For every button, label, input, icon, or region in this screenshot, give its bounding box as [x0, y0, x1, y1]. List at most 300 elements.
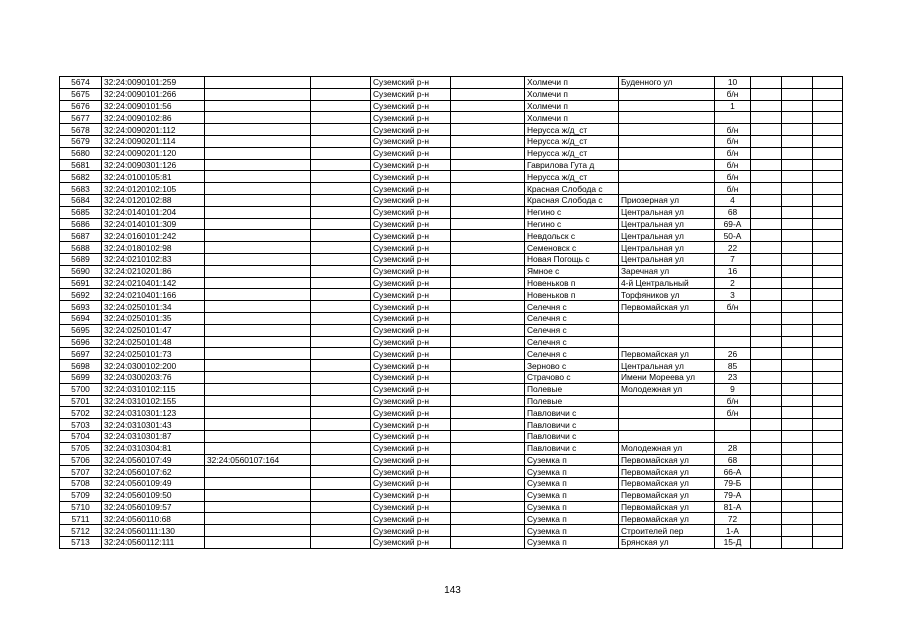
house-number-cell: б/н	[715, 88, 751, 100]
locality-cell: Холмечи п	[525, 77, 619, 89]
linked-cadastral-number-cell	[205, 100, 311, 112]
cadastral-number-cell: 32:24:0250101:34	[102, 301, 205, 313]
street-cell: Первомайская ул	[619, 489, 715, 501]
blank-col-4-cell	[311, 312, 371, 324]
locality-cell: Селечня с	[525, 348, 619, 360]
row-number-cell: 5700	[60, 383, 102, 395]
district-cell: Суземский р-н	[371, 324, 451, 336]
street-cell: Имени Мореева ул	[619, 371, 715, 383]
house-number-cell: 79-Б	[715, 478, 751, 490]
linked-cadastral-number-cell	[205, 194, 311, 206]
district-cell: Суземский р-н	[371, 371, 451, 383]
cadastral-number-cell: 32:24:0300203:76	[102, 371, 205, 383]
table-row	[60, 183, 843, 195]
blank-col-10-cell	[751, 466, 782, 478]
row-number-cell: 5683	[60, 183, 102, 195]
blank-col-4-cell	[311, 336, 371, 348]
cadastral-number-cell: 32:24:0210401:166	[102, 289, 205, 301]
linked-cadastral-number-cell	[205, 419, 311, 431]
table-row	[60, 525, 843, 537]
house-number-cell: б/н	[715, 159, 751, 171]
blank-col-11-cell	[782, 466, 813, 478]
street-cell	[619, 112, 715, 124]
cadastral-number-cell: 32:24:0560109:49	[102, 478, 205, 490]
blank-col-12-cell	[813, 489, 843, 501]
street-cell	[619, 171, 715, 183]
house-number-cell: 15-Д	[715, 537, 751, 549]
blank-col-12-cell	[813, 383, 843, 395]
locality-cell: Полевые	[525, 395, 619, 407]
blank-col-12-cell	[813, 442, 843, 454]
cadastral-number-cell: 32:24:0300102:200	[102, 360, 205, 372]
blank-col-12-cell	[813, 348, 843, 360]
blank-col-12-cell	[813, 312, 843, 324]
locality-cell: Гаврилова Гута д	[525, 159, 619, 171]
district-cell: Суземский р-н	[371, 218, 451, 230]
cadastral-number-cell: 32:24:0310102:155	[102, 395, 205, 407]
blank-col-12-cell	[813, 513, 843, 525]
street-cell	[619, 407, 715, 419]
district-cell: Суземский р-н	[371, 253, 451, 265]
table-row	[60, 501, 843, 513]
blank-col-10-cell	[751, 124, 782, 136]
district-cell: Суземский р-н	[371, 159, 451, 171]
street-cell	[619, 135, 715, 147]
linked-cadastral-number-cell	[205, 253, 311, 265]
blank-col-4-cell	[311, 77, 371, 89]
blank-col-4-cell	[311, 454, 371, 466]
house-number-cell	[715, 324, 751, 336]
district-cell: Суземский р-н	[371, 265, 451, 277]
blank-col-6-cell	[451, 324, 525, 336]
blank-col-11-cell	[782, 253, 813, 265]
blank-col-11-cell	[782, 489, 813, 501]
locality-cell: Суземка п	[525, 489, 619, 501]
blank-col-6-cell	[451, 336, 525, 348]
blank-col-4-cell	[311, 194, 371, 206]
blank-col-12-cell	[813, 478, 843, 490]
blank-col-11-cell	[782, 183, 813, 195]
street-cell	[619, 312, 715, 324]
house-number-cell: 68	[715, 206, 751, 218]
blank-col-11-cell	[782, 88, 813, 100]
blank-col-6-cell	[451, 466, 525, 478]
blank-col-6-cell	[451, 360, 525, 372]
house-number-cell: б/н	[715, 301, 751, 313]
district-cell: Суземский р-н	[371, 501, 451, 513]
district-cell: Суземский р-н	[371, 289, 451, 301]
blank-col-6-cell	[451, 277, 525, 289]
street-cell: Строителей пер	[619, 525, 715, 537]
street-cell	[619, 159, 715, 171]
blank-col-11-cell	[782, 112, 813, 124]
blank-col-4-cell	[311, 112, 371, 124]
blank-col-12-cell	[813, 360, 843, 372]
blank-col-10-cell	[751, 253, 782, 265]
row-number-cell: 5674	[60, 77, 102, 89]
blank-col-12-cell	[813, 454, 843, 466]
linked-cadastral-number-cell	[205, 371, 311, 383]
linked-cadastral-number-cell	[205, 525, 311, 537]
table-row	[60, 348, 843, 360]
table-row	[60, 159, 843, 171]
blank-col-6-cell	[451, 430, 525, 442]
row-number-cell: 5705	[60, 442, 102, 454]
district-cell: Суземский р-н	[371, 430, 451, 442]
row-number-cell: 5699	[60, 371, 102, 383]
blank-col-10-cell	[751, 525, 782, 537]
blank-col-6-cell	[451, 265, 525, 277]
house-number-cell: б/н	[715, 171, 751, 183]
house-number-cell	[715, 430, 751, 442]
row-number-cell: 5694	[60, 312, 102, 324]
blank-col-6-cell	[451, 242, 525, 254]
blank-col-12-cell	[813, 147, 843, 159]
blank-col-11-cell	[782, 77, 813, 89]
cadastral-number-cell: 32:24:0560110:68	[102, 513, 205, 525]
row-number-cell: 5703	[60, 419, 102, 431]
blank-col-11-cell	[782, 230, 813, 242]
table-row	[60, 383, 843, 395]
locality-cell: Красная Слобода с	[525, 194, 619, 206]
table-row	[60, 489, 843, 501]
blank-col-11-cell	[782, 442, 813, 454]
blank-col-6-cell	[451, 537, 525, 549]
blank-col-11-cell	[782, 289, 813, 301]
cadastral-number-cell: 32:24:0090201:120	[102, 147, 205, 159]
locality-cell: Полевые	[525, 383, 619, 395]
cadastral-number-cell: 32:24:0090101:259	[102, 77, 205, 89]
street-cell	[619, 430, 715, 442]
row-number-cell: 5688	[60, 242, 102, 254]
row-number-cell: 5696	[60, 336, 102, 348]
blank-col-10-cell	[751, 430, 782, 442]
blank-col-10-cell	[751, 159, 782, 171]
linked-cadastral-number-cell	[205, 77, 311, 89]
table-row	[60, 206, 843, 218]
row-number-cell: 5676	[60, 100, 102, 112]
blank-col-11-cell	[782, 360, 813, 372]
table-row	[60, 265, 843, 277]
row-number-cell: 5678	[60, 124, 102, 136]
blank-col-4-cell	[311, 218, 371, 230]
blank-col-6-cell	[451, 171, 525, 183]
table-row	[60, 277, 843, 289]
blank-col-4-cell	[311, 124, 371, 136]
blank-col-4-cell	[311, 478, 371, 490]
district-cell: Суземский р-н	[371, 513, 451, 525]
blank-col-6-cell	[451, 194, 525, 206]
blank-col-6-cell	[451, 159, 525, 171]
linked-cadastral-number-cell	[205, 478, 311, 490]
blank-col-12-cell	[813, 277, 843, 289]
locality-cell: Нерусса ж/д_ст	[525, 147, 619, 159]
table-row	[60, 112, 843, 124]
blank-col-4-cell	[311, 419, 371, 431]
blank-col-10-cell	[751, 383, 782, 395]
row-number-cell: 5690	[60, 265, 102, 277]
house-number-cell: 23	[715, 371, 751, 383]
street-cell: Центральная ул	[619, 253, 715, 265]
blank-col-11-cell	[782, 218, 813, 230]
cadastral-number-cell: 32:24:0090201:114	[102, 135, 205, 147]
blank-col-6-cell	[451, 525, 525, 537]
row-number-cell: 5680	[60, 147, 102, 159]
street-cell: Заречная ул	[619, 265, 715, 277]
blank-col-10-cell	[751, 265, 782, 277]
blank-col-10-cell	[751, 324, 782, 336]
street-cell: Центральная ул	[619, 206, 715, 218]
house-number-cell: 79-А	[715, 489, 751, 501]
street-cell: Молодежная ул	[619, 442, 715, 454]
blank-col-10-cell	[751, 348, 782, 360]
blank-col-10-cell	[751, 442, 782, 454]
blank-col-12-cell	[813, 218, 843, 230]
district-cell: Суземский р-н	[371, 454, 451, 466]
district-cell: Суземский р-н	[371, 489, 451, 501]
cadastral-number-cell: 32:24:0090102:86	[102, 112, 205, 124]
blank-col-6-cell	[451, 348, 525, 360]
blank-col-6-cell	[451, 513, 525, 525]
locality-cell: Суземка п	[525, 525, 619, 537]
linked-cadastral-number-cell	[205, 442, 311, 454]
district-cell: Суземский р-н	[371, 206, 451, 218]
blank-col-10-cell	[751, 242, 782, 254]
blank-col-12-cell	[813, 230, 843, 242]
blank-col-4-cell	[311, 395, 371, 407]
row-number-cell: 5684	[60, 194, 102, 206]
linked-cadastral-number-cell	[205, 395, 311, 407]
blank-col-10-cell	[751, 478, 782, 490]
blank-col-12-cell	[813, 124, 843, 136]
blank-col-6-cell	[451, 135, 525, 147]
blank-col-10-cell	[751, 454, 782, 466]
blank-col-11-cell	[782, 206, 813, 218]
blank-col-10-cell	[751, 513, 782, 525]
blank-col-10-cell	[751, 277, 782, 289]
table-row	[60, 442, 843, 454]
row-number-cell: 5712	[60, 525, 102, 537]
locality-cell: Суземка п	[525, 537, 619, 549]
blank-col-10-cell	[751, 289, 782, 301]
locality-cell: Павловичи с	[525, 419, 619, 431]
row-number-cell: 5713	[60, 537, 102, 549]
street-cell: Первомайская ул	[619, 513, 715, 525]
blank-col-6-cell	[451, 312, 525, 324]
linked-cadastral-number-cell	[205, 513, 311, 525]
blank-col-11-cell	[782, 336, 813, 348]
locality-cell: Зерново с	[525, 360, 619, 372]
locality-cell: Нерусса ж/д_ст	[525, 135, 619, 147]
table-row	[60, 454, 843, 466]
district-cell: Суземский р-н	[371, 348, 451, 360]
street-cell	[619, 100, 715, 112]
locality-cell: Селечня с	[525, 301, 619, 313]
house-number-cell	[715, 312, 751, 324]
blank-col-11-cell	[782, 159, 813, 171]
blank-col-4-cell	[311, 537, 371, 549]
row-number-cell: 5711	[60, 513, 102, 525]
blank-col-12-cell	[813, 265, 843, 277]
blank-col-10-cell	[751, 100, 782, 112]
house-number-cell	[715, 419, 751, 431]
table-row	[60, 312, 843, 324]
blank-col-6-cell	[451, 478, 525, 490]
locality-cell: Селечня с	[525, 312, 619, 324]
blank-col-11-cell	[782, 194, 813, 206]
blank-col-4-cell	[311, 513, 371, 525]
district-cell: Суземский р-н	[371, 135, 451, 147]
linked-cadastral-number-cell	[205, 206, 311, 218]
locality-cell: Ямное с	[525, 265, 619, 277]
linked-cadastral-number-cell	[205, 265, 311, 277]
linked-cadastral-number-cell	[205, 383, 311, 395]
district-cell: Суземский р-н	[371, 442, 451, 454]
blank-col-4-cell	[311, 100, 371, 112]
blank-col-10-cell	[751, 537, 782, 549]
blank-col-6-cell	[451, 301, 525, 313]
row-number-cell: 5693	[60, 301, 102, 313]
linked-cadastral-number-cell: 32:24:0560107:164	[205, 454, 311, 466]
linked-cadastral-number-cell	[205, 501, 311, 513]
row-number-cell: 5675	[60, 88, 102, 100]
blank-col-11-cell	[782, 124, 813, 136]
blank-col-12-cell	[813, 289, 843, 301]
street-cell	[619, 183, 715, 195]
linked-cadastral-number-cell	[205, 407, 311, 419]
street-cell	[619, 147, 715, 159]
locality-cell: Новая Погощь с	[525, 253, 619, 265]
blank-col-12-cell	[813, 100, 843, 112]
locality-cell: Нерусса ж/д_ст	[525, 171, 619, 183]
district-cell: Суземский р-н	[371, 277, 451, 289]
table-row	[60, 253, 843, 265]
house-number-cell: б/н	[715, 147, 751, 159]
linked-cadastral-number-cell	[205, 171, 311, 183]
district-cell: Суземский р-н	[371, 171, 451, 183]
blank-col-10-cell	[751, 360, 782, 372]
blank-col-10-cell	[751, 171, 782, 183]
row-number-cell: 5697	[60, 348, 102, 360]
cadastral-number-cell: 32:24:0310301:87	[102, 430, 205, 442]
row-number-cell: 5689	[60, 253, 102, 265]
table-row	[60, 88, 843, 100]
cadastral-number-cell: 32:24:0090301:126	[102, 159, 205, 171]
table-row	[60, 124, 843, 136]
blank-col-12-cell	[813, 112, 843, 124]
locality-cell: Холмечи п	[525, 100, 619, 112]
table-row	[60, 419, 843, 431]
blank-col-4-cell	[311, 183, 371, 195]
house-number-cell: 28	[715, 442, 751, 454]
cadastral-number-cell: 32:24:0310301:123	[102, 407, 205, 419]
street-cell	[619, 395, 715, 407]
cadastral-number-cell: 32:24:0090101:266	[102, 88, 205, 100]
blank-col-10-cell	[751, 183, 782, 195]
blank-col-12-cell	[813, 466, 843, 478]
linked-cadastral-number-cell	[205, 135, 311, 147]
house-number-cell: 66-А	[715, 466, 751, 478]
cadastral-number-cell: 32:24:0560109:50	[102, 489, 205, 501]
linked-cadastral-number-cell	[205, 360, 311, 372]
row-number-cell: 5709	[60, 489, 102, 501]
district-cell: Суземский р-н	[371, 100, 451, 112]
district-cell: Суземский р-н	[371, 466, 451, 478]
blank-col-11-cell	[782, 537, 813, 549]
blank-col-10-cell	[751, 112, 782, 124]
blank-col-10-cell	[751, 88, 782, 100]
house-number-cell: 26	[715, 348, 751, 360]
table-row	[60, 218, 843, 230]
blank-col-12-cell	[813, 407, 843, 419]
cadastral-number-cell: 32:24:0250101:47	[102, 324, 205, 336]
street-cell: Первомайская ул	[619, 501, 715, 513]
street-cell: Буденного ул	[619, 77, 715, 89]
district-cell: Суземский р-н	[371, 312, 451, 324]
street-cell: Первомайская ул	[619, 348, 715, 360]
blank-col-12-cell	[813, 206, 843, 218]
blank-col-10-cell	[751, 371, 782, 383]
blank-col-12-cell	[813, 159, 843, 171]
house-number-cell: 9	[715, 383, 751, 395]
blank-col-10-cell	[751, 206, 782, 218]
district-cell: Суземский р-н	[371, 360, 451, 372]
blank-col-4-cell	[311, 171, 371, 183]
district-cell: Суземский р-н	[371, 525, 451, 537]
cadastral-number-cell: 32:24:0120102:88	[102, 194, 205, 206]
table-row	[60, 430, 843, 442]
table-row	[60, 135, 843, 147]
blank-col-11-cell	[782, 395, 813, 407]
row-number-cell: 5707	[60, 466, 102, 478]
blank-col-4-cell	[311, 383, 371, 395]
table-row	[60, 324, 843, 336]
linked-cadastral-number-cell	[205, 430, 311, 442]
blank-col-4-cell	[311, 442, 371, 454]
house-number-cell	[715, 336, 751, 348]
blank-col-12-cell	[813, 183, 843, 195]
cadastral-number-cell: 32:24:0560111:130	[102, 525, 205, 537]
house-number-cell: б/н	[715, 183, 751, 195]
row-number-cell: 5685	[60, 206, 102, 218]
blank-col-11-cell	[782, 265, 813, 277]
row-number-cell: 5695	[60, 324, 102, 336]
locality-cell: Суземка п	[525, 454, 619, 466]
house-number-cell: 1	[715, 100, 751, 112]
blank-col-11-cell	[782, 277, 813, 289]
street-cell	[619, 88, 715, 100]
blank-col-4-cell	[311, 501, 371, 513]
blank-col-10-cell	[751, 407, 782, 419]
linked-cadastral-number-cell	[205, 336, 311, 348]
blank-col-6-cell	[451, 501, 525, 513]
house-number-cell: 69-А	[715, 218, 751, 230]
table-row	[60, 371, 843, 383]
district-cell: Суземский р-н	[371, 301, 451, 313]
cadastral-number-cell: 32:24:0250101:48	[102, 336, 205, 348]
house-number-cell: б/н	[715, 407, 751, 419]
blank-col-4-cell	[311, 277, 371, 289]
blank-col-10-cell	[751, 230, 782, 242]
blank-col-11-cell	[782, 348, 813, 360]
district-cell: Суземский р-н	[371, 112, 451, 124]
blank-col-4-cell	[311, 242, 371, 254]
locality-cell: Невдольск с	[525, 230, 619, 242]
blank-col-4-cell	[311, 88, 371, 100]
street-cell: 4-й Центральный	[619, 277, 715, 289]
page-number: 143	[444, 585, 461, 596]
blank-col-12-cell	[813, 324, 843, 336]
